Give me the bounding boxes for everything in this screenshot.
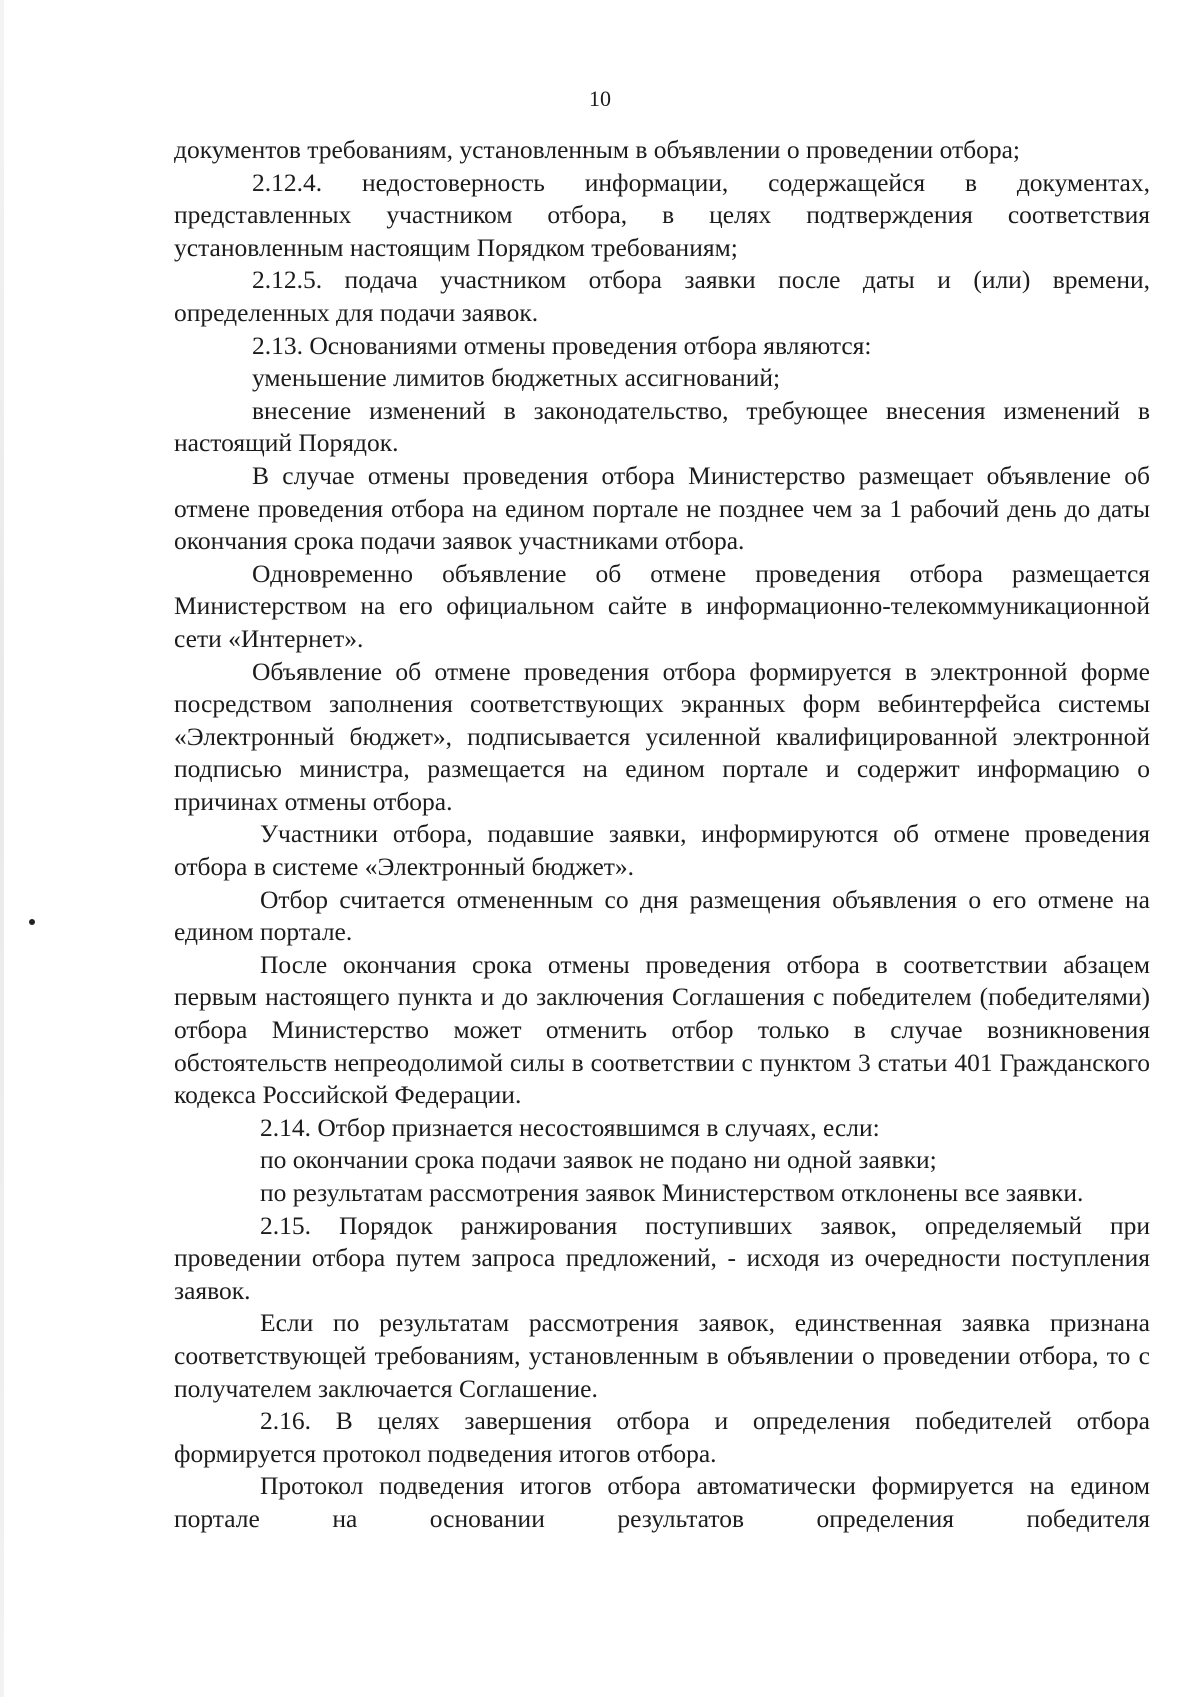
paragraph: по результатам рассмотрения заявок Министерством отклонены все заявки. xyxy=(260,1178,1084,1207)
scan-artifact-dot xyxy=(29,919,35,925)
paragraph: 2.14. Отбор признается несостоявшимся в случаях, если: xyxy=(260,1112,880,1142)
paragraph: внесение изменений в законодательство, требующее внесения изменений в настоящий Порядок. xyxy=(174,395,1150,458)
paragraph: 2.15. Порядок ранжирования поступивших заявок, определяемый при проведении отбора путем запроса предложений, - исходя из очередности поступления заявок. xyxy=(174,1210,1150,1305)
paragraph: Участники отбора, подавшие заявки, информируются об отмене проведения отбора в системе «Электронный бюджет». xyxy=(174,819,1150,882)
paragraph: уменьшение лимитов бюджетных ассигнований; xyxy=(252,363,781,393)
paragraph: Если по результатам рассмотрения заявок, единственная заявка признана соответствующей требованиям, установленным в объявлении о проведении отбора, то с получателем заключается Соглашение. xyxy=(174,1308,1150,1403)
paragraph: 2.16. В целях завершения отбора и определения победителей отбора формируется протокол подведения итогов отбора. xyxy=(174,1406,1150,1468)
paragraph: Объявление об отмене проведения отбора формируется в электронной форме посредством заполнения соответствующих экранных форм вебинтерфейса системы «Электронный бюджет», подписывается усиленной квалифицированной электронной подписью министра, размещается на едином портале и содержит информацию о причинах отмены отбора. xyxy=(174,656,1150,816)
paragraph: Одновременно объявление об отмене проведения отбора размещается Министерством на его официальном сайте в информационно-телекоммуникационной сети «Интернет». xyxy=(174,558,1150,653)
paragraph: 2.13. Основаниями отмены проведения отбора являются: xyxy=(252,330,872,360)
paragraph: В случае отмены проведения отбора Министерство размещает объявление об отмене проведения отбора на едином портале не позднее чем за 1 рабочий день до даты окончания срока подачи заявок участниками отбора. xyxy=(174,460,1150,556)
document-body xyxy=(174,134,1150,1536)
paragraph: После окончания срока отмены проведения отбора в соответствии абзацем первым настоящего пункта и до заключения Соглашения с победителем (победителями) отбора Министерство может отменить отбор только в случае возникновения обстоятельств непреодолимой силы в соответствии с пунктом 3 статьи 401 Гражданского кодекса Российской Федерации. xyxy=(174,949,1150,1110)
paragraph: по окончании срока подачи заявок не подано ни одной заявки; xyxy=(260,1145,937,1175)
page-number: 10 xyxy=(589,86,611,111)
paragraph: Отбор считается отмененным со дня размещения объявления о его отмене на едином портале. xyxy=(174,884,1150,947)
paragraph: 2.12.4. недостоверность информации, содержащейся в документах, представленных участником отбора, в целях подтверждения соответствия установленным настоящим Порядком требованиям; xyxy=(174,167,1150,262)
paragraph: Протокол подведения итогов отбора автоматически формируется на едином портале на основании результатов определения победителя xyxy=(174,1471,1150,1533)
paragraph: 2.12.5. подача участником отбора заявки после даты и (или) времени, определенных для подачи заявок. xyxy=(174,265,1150,327)
paragraph: документов требованиям, установленным в объявлении о проведении отбора; xyxy=(174,135,1021,164)
scan-edge xyxy=(0,0,4,1697)
